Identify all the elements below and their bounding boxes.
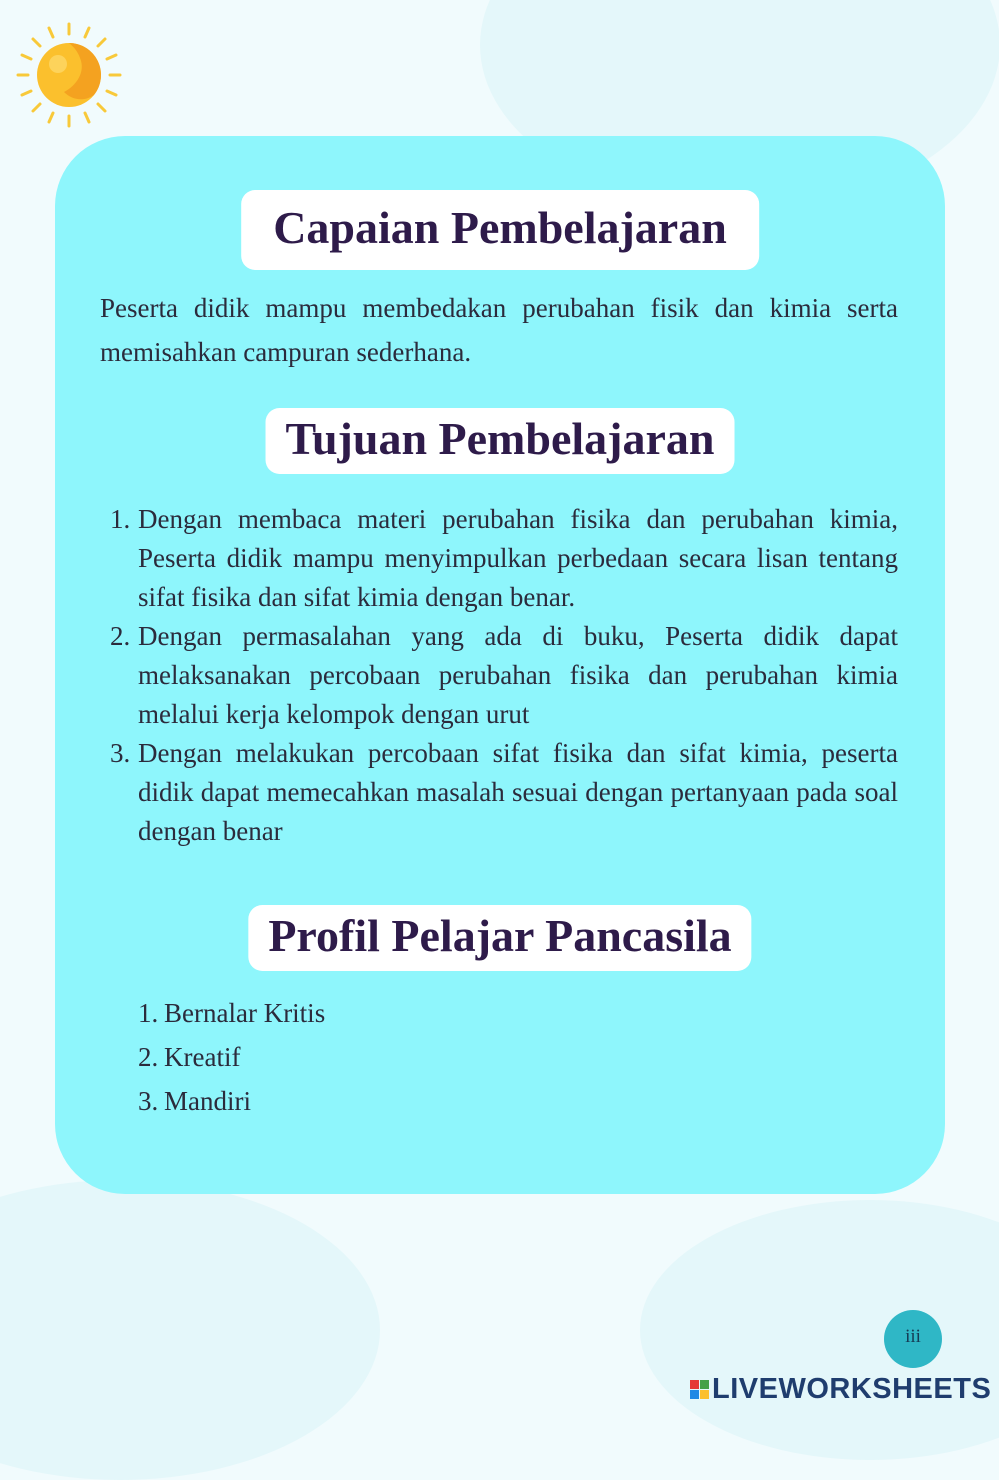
list-item	[138, 1079, 325, 1123]
brand-text: LIVEWORKSHEETS	[712, 1372, 992, 1405]
list-text: Dengan melakukan percobaan sifat fisika dan sifat kimia, peserta didik dapat memecahkan masalah sesuai dengan pertanyaan pada soal dengan benar	[138, 738, 898, 846]
page-number: iii	[884, 1310, 942, 1368]
list-item	[110, 617, 898, 734]
list-number: 2.	[110, 621, 131, 651]
tujuan-list	[110, 500, 898, 851]
profil-heading: Profil Pelajar Pancasila	[248, 905, 751, 971]
list-number: 1.	[138, 998, 159, 1028]
list-number: 2.	[138, 1042, 159, 1072]
list-number: 3.	[110, 738, 131, 768]
list-item	[138, 991, 325, 1035]
background-shape	[0, 1180, 380, 1480]
capaian-text: Peserta didik mampu membedakan perubahan fisik dan kimia serta memisahkan campuran sederhana.	[100, 293, 898, 367]
list-text: Dengan permasalahan yang ada di buku, Peserta didik dapat melaksanakan percobaan perubahan fisika dan perubahan kimia melalui kerja kelompok dengan urut	[138, 621, 898, 729]
list-text: Dengan membaca materi perubahan fisika dan perubahan kimia, Peserta didik mampu menyimpulkan perbedaan secara lisan tentang sifat fisika dan sifat kimia dengan benar.	[138, 504, 898, 612]
list-item	[110, 500, 898, 617]
list-text: Bernalar Kritis	[164, 998, 326, 1028]
profil-list	[138, 991, 325, 1123]
list-item	[110, 734, 898, 851]
list-number: 3.	[138, 1086, 159, 1116]
list-number: 1.	[110, 504, 131, 534]
content-card	[55, 136, 945, 1194]
list-item	[138, 1035, 325, 1079]
liveworksheets-logo-icon	[690, 1380, 709, 1399]
liveworksheets-brand[interactable]	[690, 1372, 991, 1406]
sun-icon	[14, 20, 124, 130]
tujuan-heading: Tujuan Pembelajaran	[266, 408, 735, 474]
background-shape	[640, 1200, 999, 1460]
capaian-heading: Capaian Pembelajaran	[241, 190, 759, 270]
list-text: Kreatif	[164, 1042, 241, 1072]
list-text: Mandiri	[164, 1086, 251, 1116]
